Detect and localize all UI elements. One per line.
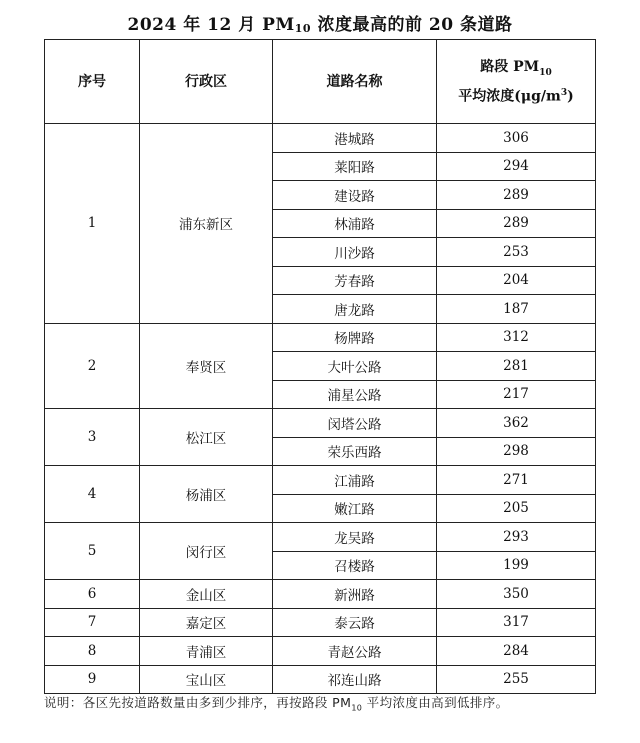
cell-seq: 9 — [45, 665, 140, 694]
cell-seq: 6 — [45, 580, 140, 609]
header-value-sub: 10 — [539, 67, 552, 78]
footnote-subscript: 10 — [351, 703, 363, 713]
cell-road-name: 林浦路 — [273, 209, 437, 238]
table-row — [45, 124, 596, 153]
title-text-tail: 浓度最高的前 20 条道路 — [311, 15, 513, 35]
table-row — [45, 523, 596, 552]
cell-pm10-value: 199 — [437, 551, 596, 580]
cell-road-name: 唐龙路 — [273, 295, 437, 324]
cell-pm10-value: 294 — [437, 152, 596, 181]
cell-pm10-value: 255 — [437, 665, 596, 694]
header-value-sup: 3 — [560, 87, 568, 98]
table-row — [45, 409, 596, 438]
cell-district: 青浦区 — [140, 637, 273, 666]
header-road: 道路名称 — [273, 40, 437, 124]
cell-road-name: 杨牌路 — [273, 323, 437, 352]
cell-road-name: 大叶公路 — [273, 352, 437, 381]
cell-seq: 7 — [45, 608, 140, 637]
cell-pm10-value: 289 — [437, 209, 596, 238]
footnote-text: 说明：各区先按道路数量由多到少排序，再按路段 PM — [44, 695, 352, 710]
cell-pm10-value: 187 — [437, 295, 596, 324]
cell-pm10-value: 317 — [437, 608, 596, 637]
pm10-road-table — [44, 39, 596, 694]
cell-pm10-value: 253 — [437, 238, 596, 267]
cell-pm10-value: 271 — [437, 466, 596, 495]
cell-pm10-value: 306 — [437, 124, 596, 153]
cell-district: 杨浦区 — [140, 466, 273, 523]
cell-pm10-value: 289 — [437, 181, 596, 210]
cell-road-name: 龙吴路 — [273, 523, 437, 552]
table-row — [45, 665, 596, 694]
table-body — [45, 124, 596, 694]
table-row — [45, 323, 596, 352]
header-value-line2-tail: ) — [567, 88, 574, 105]
cell-pm10-value: 281 — [437, 352, 596, 381]
cell-district: 浦东新区 — [140, 124, 273, 324]
cell-road-name: 召楼路 — [273, 551, 437, 580]
cell-seq: 2 — [45, 323, 140, 409]
cell-road-name: 港城路 — [273, 124, 437, 153]
table-row — [45, 608, 596, 637]
table-row — [45, 580, 596, 609]
cell-district: 松江区 — [140, 409, 273, 466]
cell-pm10-value: 217 — [437, 380, 596, 409]
cell-road-name: 芳春路 — [273, 266, 437, 295]
cell-seq: 4 — [45, 466, 140, 523]
header-value-line2: 平均浓度(μg/m — [458, 88, 561, 105]
cell-road-name: 新洲路 — [273, 580, 437, 609]
table-row — [45, 637, 596, 666]
title-subscript: 10 — [294, 22, 312, 35]
cell-road-name: 泰云路 — [273, 608, 437, 637]
cell-road-name: 川沙路 — [273, 238, 437, 267]
page-title — [0, 10, 640, 35]
footnote — [44, 693, 509, 713]
cell-road-name: 江浦路 — [273, 466, 437, 495]
cell-road-name: 嫩江路 — [273, 494, 437, 523]
header-value — [437, 40, 596, 124]
cell-pm10-value: 350 — [437, 580, 596, 609]
cell-seq: 5 — [45, 523, 140, 580]
cell-pm10-value: 298 — [437, 437, 596, 466]
cell-seq: 8 — [45, 637, 140, 666]
cell-pm10-value: 284 — [437, 637, 596, 666]
cell-pm10-value: 205 — [437, 494, 596, 523]
cell-road-name: 青赵公路 — [273, 637, 437, 666]
cell-pm10-value: 293 — [437, 523, 596, 552]
cell-district: 金山区 — [140, 580, 273, 609]
cell-seq: 1 — [45, 124, 140, 324]
header-seq: 序号 — [45, 40, 140, 124]
title-text: 2024 年 12 月 PM — [127, 15, 295, 35]
footnote-text-tail: 平均浓度由高到低排序。 — [362, 695, 509, 710]
cell-district: 奉贤区 — [140, 323, 273, 409]
cell-road-name: 建设路 — [273, 181, 437, 210]
cell-road-name: 莱阳路 — [273, 152, 437, 181]
cell-pm10-value: 312 — [437, 323, 596, 352]
cell-pm10-value: 204 — [437, 266, 596, 295]
cell-district: 嘉定区 — [140, 608, 273, 637]
table-row — [45, 466, 596, 495]
cell-district: 宝山区 — [140, 665, 273, 694]
cell-district: 闵行区 — [140, 523, 273, 580]
header-value-line1: 路段 PM — [480, 58, 540, 75]
cell-seq: 3 — [45, 409, 140, 466]
cell-road-name: 闵塔公路 — [273, 409, 437, 438]
cell-road-name: 祁连山路 — [273, 665, 437, 694]
cell-road-name: 荣乐西路 — [273, 437, 437, 466]
cell-pm10-value: 362 — [437, 409, 596, 438]
cell-road-name: 浦星公路 — [273, 380, 437, 409]
header-district: 行政区 — [140, 40, 273, 124]
table-header-row — [45, 40, 596, 124]
